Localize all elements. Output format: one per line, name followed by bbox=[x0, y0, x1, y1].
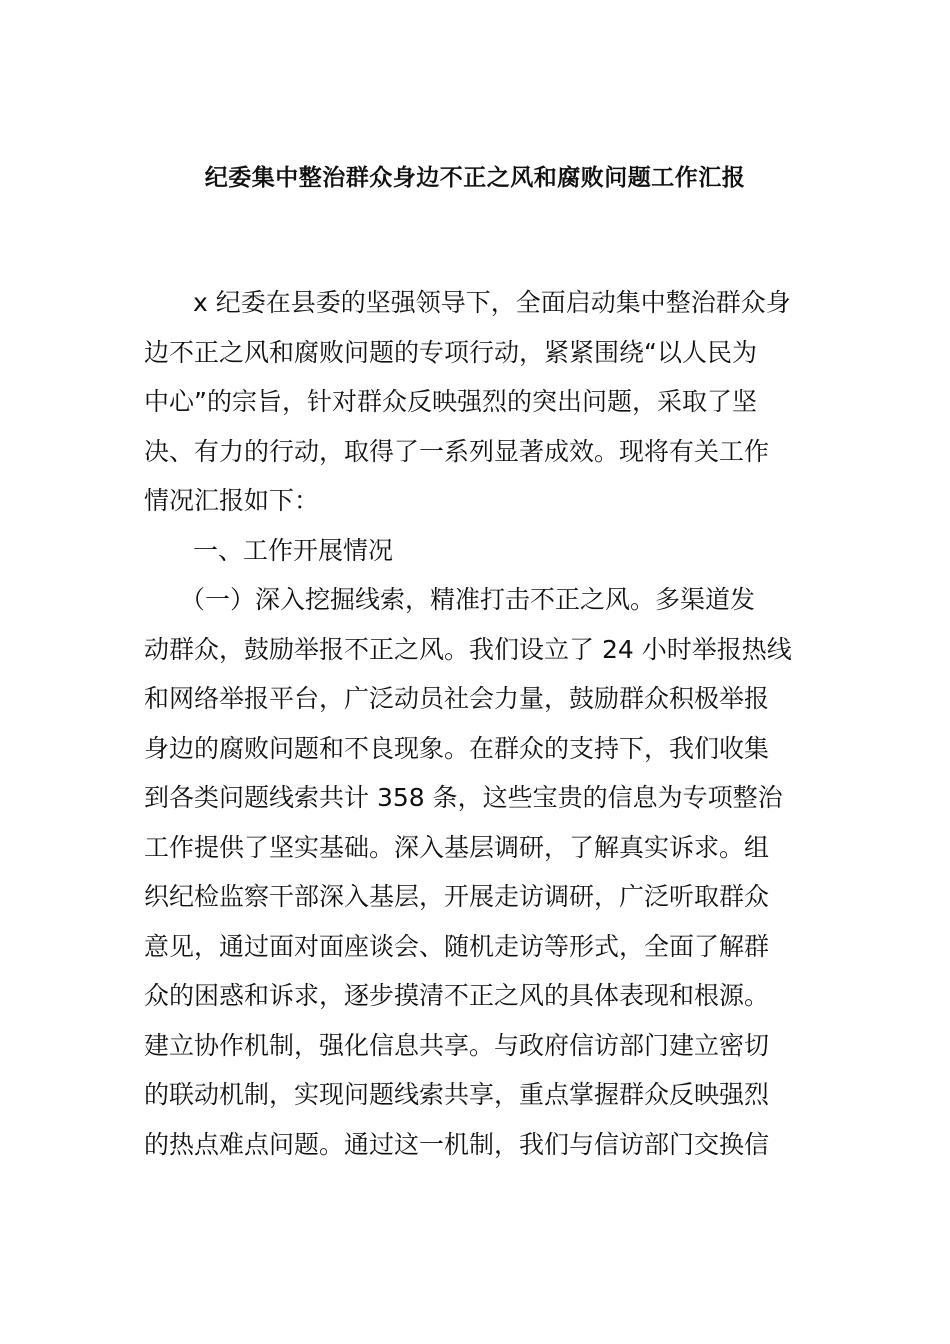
paragraph-line: 意见，通过面对面座谈会、随机走访等形式，全面了解群 bbox=[144, 931, 770, 961]
paragraph-line: 建立协作机制，强化信息共享。与政府信访部门建立密切 bbox=[144, 1030, 770, 1060]
paragraph-line: 身边的腐败问题和不良现象。在群众的支持下，我们收集 bbox=[144, 733, 770, 763]
paragraph-line: 中心”的宗旨，针对群众反映强烈的突出问题，采取了坚 bbox=[144, 387, 757, 416]
paragraph-line: 的热点难点问题。通过这一机制，我们与信访部门交换信 bbox=[144, 1129, 770, 1159]
paragraph-line: 决、有力的行动，取得了一系列显著成效。现将有关工作 bbox=[144, 436, 770, 466]
subsection-line: （一）深入挖掘线索，精准打击不正之风。多渠道发 bbox=[180, 585, 756, 614]
section-heading: 一、工作开展情况 bbox=[193, 535, 394, 565]
document-title: 纪委集中整治群众身边不正之风和腐败问题工作汇报 bbox=[204, 165, 746, 191]
paragraph-line: 情况汇报如下： bbox=[144, 486, 320, 515]
paragraph-line: 和网络举报平台，广泛动员社会力量，鼓励群众积极举报 bbox=[144, 684, 770, 713]
document-body bbox=[144, 278, 808, 1169]
paragraph-line: x 纪委在县委的坚强领导下，全面启动集中整治群众身 bbox=[193, 288, 791, 317]
paragraph-line: 众的困惑和诉求，逐步摸清不正之风的具体表现和根源。 bbox=[144, 981, 770, 1010]
paragraph-line: 动群众，鼓励举报不正之风。我们设立了 24 小时举报热线 bbox=[144, 634, 792, 664]
paragraph-line: 的联动机制，实现问题线索共享，重点掌握群众反映强烈 bbox=[144, 1080, 770, 1109]
paragraph-line: 到各类问题线索共计 358 条，这些宝贵的信息为专项整治 bbox=[144, 783, 783, 812]
paragraph-line: 工作提供了坚实基础。深入基层调研，了解真实诉求。组 bbox=[144, 832, 770, 862]
paragraph-line: 边不正之风和腐败问题的专项行动，紧紧围绕“以人民为 bbox=[144, 337, 757, 367]
paragraph-line: 织纪检监察干部深入基层，开展走访调研，广泛听取群众 bbox=[144, 882, 770, 911]
